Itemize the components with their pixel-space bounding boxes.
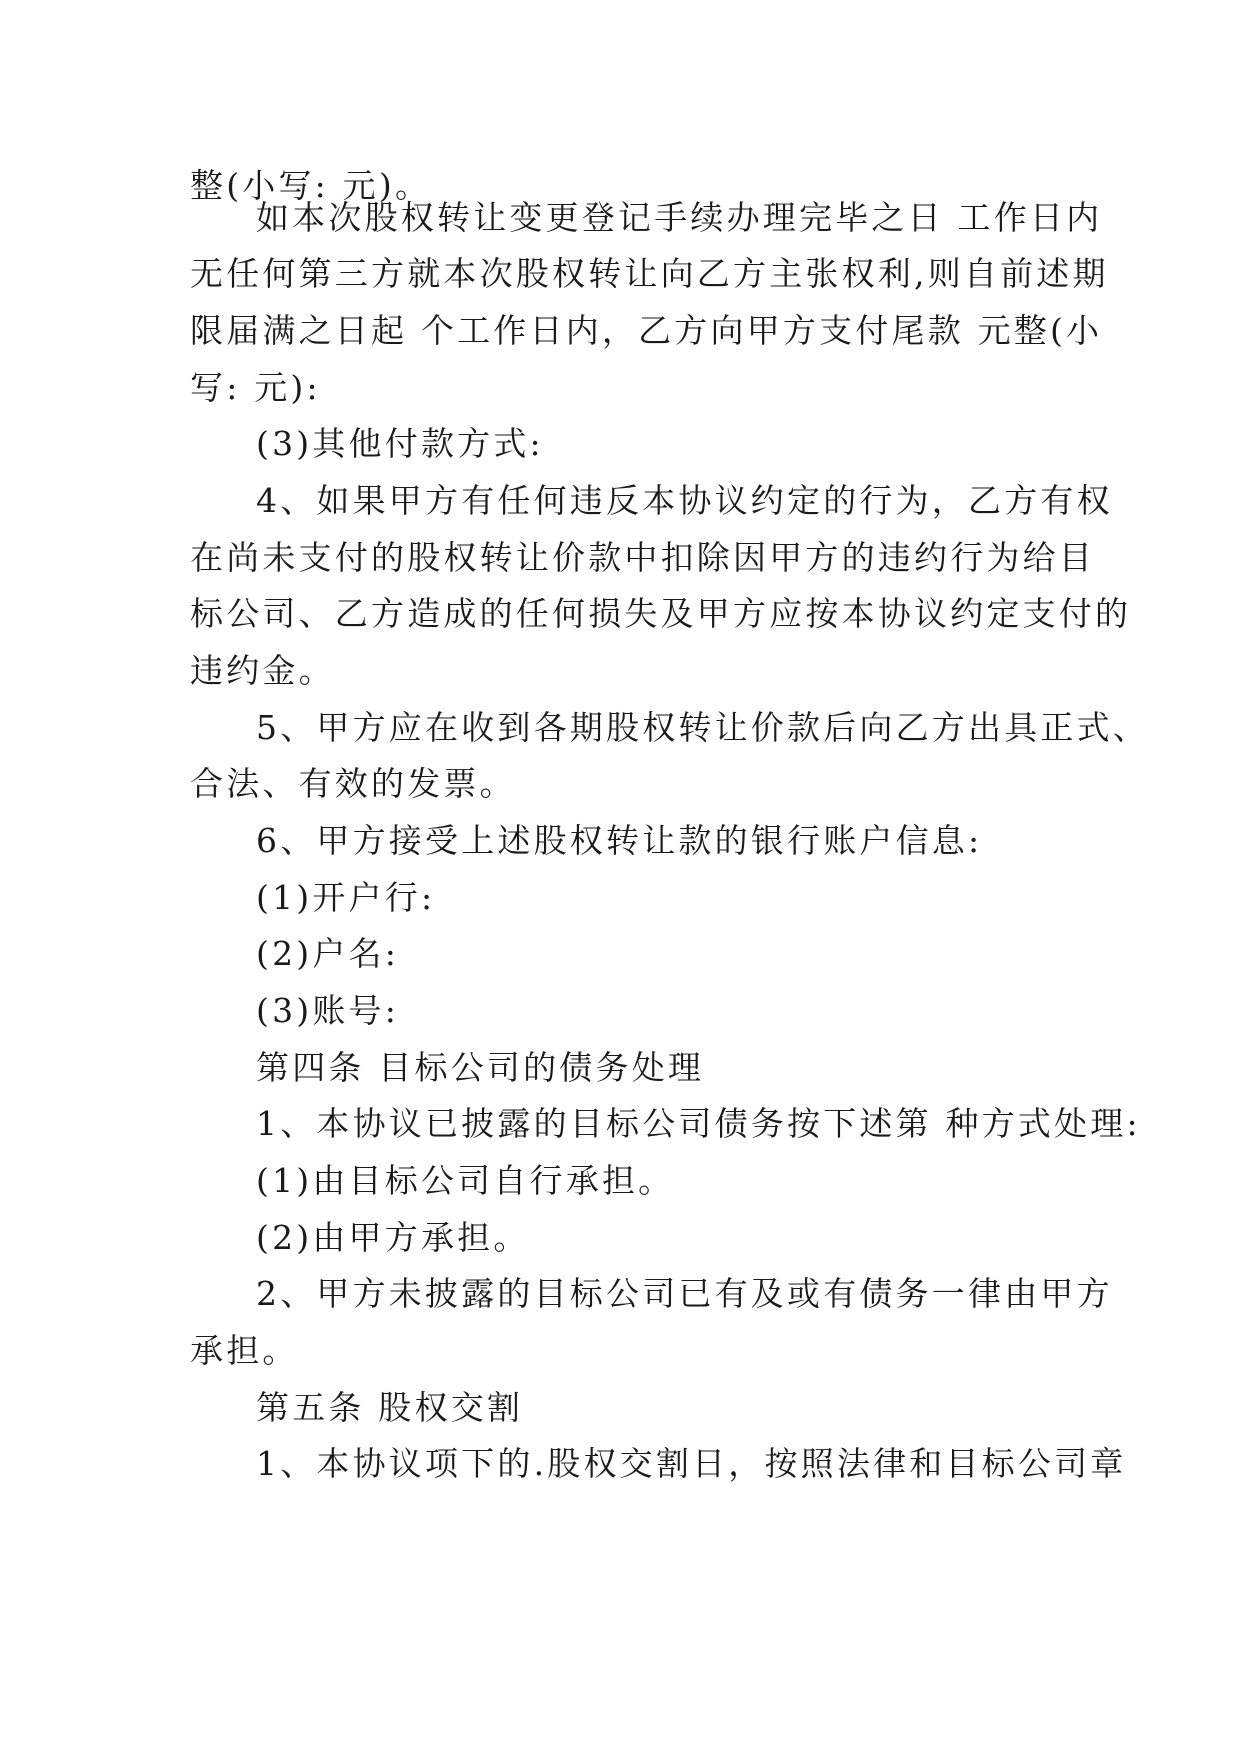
text-line: (1)开户行: [256,878,436,917]
text-line: 无任何第三方就本次股权转让向乙方主张权利,则自前述期 [190,254,1109,293]
text-line: (3)账号: [256,991,400,1030]
text-line: 违约金。 [190,651,335,690]
section-heading: 第四条 目标公司的债务处理 [256,1048,705,1087]
text-line: (2)由甲方承担。 [256,1218,530,1257]
text-line: (3)其他付款方式: [256,424,544,463]
text-line: 4、如果甲方有任何违反本协议约定的行为，乙方有权 [256,481,1113,520]
text-line: (1)由目标公司自行承担。 [256,1161,675,1200]
text-line: 在尚未支付的股权转让价款中扣除因甲方的违约行为给目 [190,538,1095,577]
text-line: 标公司、乙方造成的任何损失及甲方应按本协议约定支付的 [190,594,1132,633]
text-line: 6、甲方接受上述股权转让款的银行账户信息: [256,821,983,860]
text-line: 合法、有效的发票。 [190,764,516,803]
text-line: 2、甲方未披露的目标公司已有及或有债务一律由甲方 [256,1274,1113,1313]
text-line: 5、甲方应在收到各期股权转让价款后向乙方出具正式、 [256,708,1149,747]
text-line: 整(小写: 元)。 [190,166,432,205]
text-line: 1、本协议已披露的目标公司债务按下述第 种方式处理: [256,1104,1141,1143]
text-line: 写: 元): [190,368,321,407]
text-line: 限届满之日起 个工作日内，乙方向甲方支付尾款 元整(小 [190,311,1103,350]
text-line: 承担。 [190,1331,299,1370]
section-heading: 第五条 股权交割 [256,1388,524,1427]
text-line: (2)户名: [256,934,400,973]
text-line: 如本次股权转让变更登记手续办理完毕之日 工作日内 [256,198,1103,237]
text-line: 1、本协议项下的.股权交割日，按照法律和目标公司章 [256,1444,1127,1483]
